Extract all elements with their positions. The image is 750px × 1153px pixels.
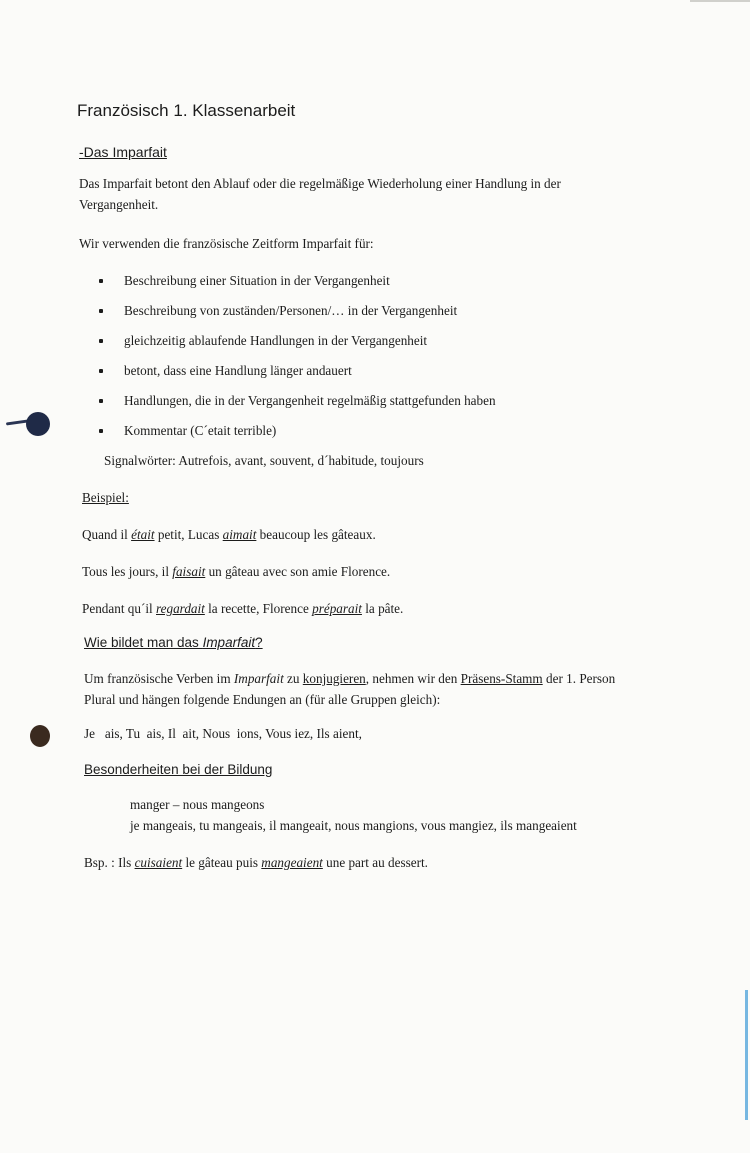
- bullet-icon: [99, 279, 103, 283]
- scan-edge: [690, 0, 750, 2]
- manger-rule: manger – nous mangeons: [130, 797, 265, 812]
- intro-paragraph: Das Imparfait betont den Ablauf oder die regelmäßige Wiederholung einer Handlung in der Vergangenheit.: [79, 176, 561, 212]
- endings-line: Je ais, Tu ais, Il ait, Nous ions, Vous iez, Ils aient,: [84, 726, 362, 741]
- section-heading-special: Besonderheiten bei der Bildung: [84, 762, 273, 777]
- verb-imparfait: préparait: [312, 601, 362, 616]
- example-label: Beispiel:: [82, 490, 129, 505]
- bullet-icon: [99, 429, 103, 433]
- verb-imparfait: regardait: [156, 601, 205, 616]
- signal-words: Signalwörter: Autrefois, avant, souvent, d´habitude, toujours: [104, 453, 424, 468]
- verb-imparfait: aimait: [222, 527, 257, 542]
- page-title: Französisch 1. Klassenarbeit: [77, 101, 296, 120]
- list-item: Handlungen, die in der Vergangenheit regelmäßig stattgefunden haben: [96, 390, 496, 420]
- verb-imparfait: faisait: [172, 564, 206, 579]
- list-item: Beschreibung einer Situation in der Vergangenheit: [96, 270, 496, 300]
- uses-list: [96, 270, 496, 450]
- example-sentence-3: Pendant qu´il regardait la recette, Florence préparait la pâte.: [82, 601, 404, 616]
- bullet-icon: [99, 339, 103, 343]
- verb-imparfait: cuisaient: [134, 855, 183, 870]
- list-item: Beschreibung von zuständen/Personen/… in der Vergangenheit: [96, 300, 496, 330]
- section-heading-formation: Wie bildet man das Imparfait?: [84, 635, 263, 650]
- ink-blot: [26, 412, 50, 436]
- formation-paragraph: Um französische Verben im Imparfait zu konjugieren, nehmen wir den Präsens-Stamm der 1. Person Plural und hängen folgende Endungen an (für alle Gruppen gleich):: [84, 671, 616, 707]
- example-bsp: Bsp. : Ils cuisaient le gâteau puis mangeaient une part au dessert.: [84, 855, 428, 870]
- bullet-icon: [99, 309, 103, 313]
- section-heading-imparfait: -Das Imparfait: [79, 144, 167, 160]
- manger-conjugation: je mangeais, tu mangeais, il mangeait, nous mangions, vous mangiez, ils mangeaient: [130, 818, 577, 833]
- list-item: betont, dass eine Handlung länger andauert: [96, 360, 496, 390]
- verb-imparfait: mangeaient: [261, 855, 323, 870]
- ink-stroke: [6, 419, 28, 425]
- scan-edge: [745, 990, 748, 1120]
- bullet-icon: [99, 369, 103, 373]
- verb-imparfait: était: [131, 527, 155, 542]
- list-item: gleichzeitig ablaufende Handlungen in der Vergangenheit: [96, 330, 496, 360]
- example-sentence-1: Quand il était petit, Lucas aimait beaucoup les gâteaux.: [82, 527, 376, 542]
- uses-intro: Wir verwenden die französische Zeitform Imparfait für:: [79, 236, 374, 251]
- list-item: Kommentar (C´etait terrible): [96, 420, 496, 450]
- bullet-icon: [99, 399, 103, 403]
- ink-blot: [30, 725, 50, 747]
- example-sentence-2: Tous les jours, il faisait un gâteau avec son amie Florence.: [82, 564, 391, 579]
